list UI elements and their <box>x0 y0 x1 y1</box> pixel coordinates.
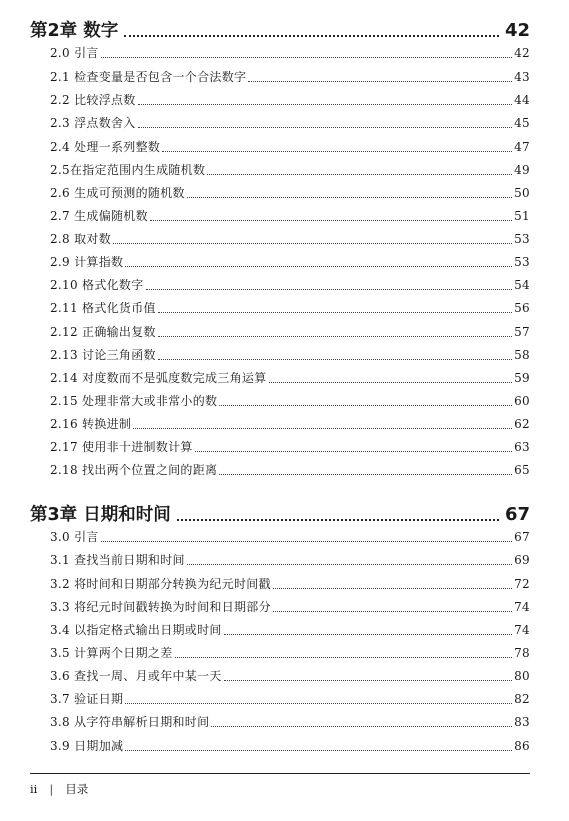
footer-separator: | <box>49 782 54 796</box>
toc-entry[interactable] <box>50 275 530 293</box>
dot-leader <box>175 657 513 658</box>
toc-entry[interactable] <box>50 43 530 61</box>
dot-leader <box>187 197 512 198</box>
dot-leader <box>224 634 512 635</box>
chapter-title: 第3章 日期和时间 <box>30 505 171 525</box>
toc-entry[interactable] <box>50 322 530 340</box>
dot-leader <box>219 474 512 475</box>
entry-title: 3.6 查找一周、月或年中某一天 <box>50 669 222 683</box>
entry-page: 82 <box>514 692 530 706</box>
entry-title: 2.0 引言 <box>50 46 99 60</box>
dot-leader <box>269 382 513 383</box>
dot-leader <box>158 336 512 337</box>
entry-title: 3.1 查找当前日期和时间 <box>50 553 185 567</box>
entry-title: 3.5 计算两个日期之差 <box>50 646 173 660</box>
dot-leader <box>195 451 512 452</box>
dot-leader <box>133 428 512 429</box>
toc-entry[interactable] <box>50 90 530 108</box>
dot-leader <box>158 359 512 360</box>
entry-page: 57 <box>514 325 530 339</box>
dot-leader <box>224 680 512 681</box>
entry-page: 43 <box>514 70 530 84</box>
entry-page: 53 <box>514 232 530 246</box>
entry-title: 2.16 转换进制 <box>50 417 132 431</box>
entry-title: 2.10 格式化数字 <box>50 278 144 292</box>
entry-page: 80 <box>514 669 530 683</box>
toc-entry[interactable] <box>50 345 530 363</box>
toc-entry[interactable] <box>50 252 530 270</box>
dot-leader <box>211 726 512 727</box>
entry-page: 51 <box>514 209 530 223</box>
entry-title: 2.2 比较浮点数 <box>50 93 136 107</box>
entry-page: 42 <box>514 46 530 60</box>
dot-leader <box>207 174 512 175</box>
dot-leader <box>125 750 512 751</box>
dot-leader <box>177 519 499 521</box>
entry-title: 3.4 以指定格式输出日期或时间 <box>50 623 222 637</box>
dot-leader <box>248 81 512 82</box>
entry-title: 3.3 将纪元时间戳转换为时间和日期部分 <box>50 600 271 614</box>
entry-page: 69 <box>514 553 530 567</box>
entry-title: 2.17 使用非十进制数计算 <box>50 440 193 454</box>
dot-leader <box>138 127 513 128</box>
dot-leader <box>219 405 512 406</box>
entry-page: 62 <box>514 417 530 431</box>
entry-title: 2.1 检查变量是否包含一个合法数字 <box>50 70 247 84</box>
entry-title: 2.15 处理非常大或非常小的数 <box>50 394 218 408</box>
dot-leader <box>146 289 513 290</box>
entry-title: 2.5在指定范围内生成随机数 <box>50 163 206 177</box>
entry-title: 3.0 引言 <box>50 530 99 544</box>
entry-page: 83 <box>514 715 530 729</box>
toc-entry[interactable] <box>50 620 530 638</box>
entry-page: 44 <box>514 93 530 107</box>
toc-entry[interactable] <box>50 414 530 432</box>
toc-entry[interactable] <box>50 550 530 568</box>
entry-title: 3.8 从字符串解析日期和时间 <box>50 715 210 729</box>
entry-page: 74 <box>514 600 530 614</box>
entry-title: 3.7 验证日期 <box>50 692 124 706</box>
dot-leader <box>162 151 512 152</box>
entry-page: 59 <box>514 371 530 385</box>
entry-page: 86 <box>514 739 530 753</box>
dot-leader <box>113 243 512 244</box>
footer-section-label: 目录 <box>65 782 89 796</box>
footer-rule <box>30 773 530 774</box>
dot-leader <box>187 564 512 565</box>
toc-entry[interactable] <box>50 736 530 754</box>
entry-title: 3.9 日期加减 <box>50 739 124 753</box>
dot-leader <box>101 541 512 542</box>
entry-page: 78 <box>514 646 530 660</box>
page-footer <box>30 780 88 798</box>
dot-leader <box>273 588 512 589</box>
entry-page: 47 <box>514 140 530 154</box>
entry-title: 2.12 正确输出复数 <box>50 325 156 339</box>
entry-page: 45 <box>514 116 530 130</box>
entry-title: 3.2 将时间和日期部分转换为纪元时间戳 <box>50 577 271 591</box>
toc-entry[interactable] <box>50 67 530 85</box>
toc-entry[interactable] <box>50 666 530 684</box>
toc-entry[interactable] <box>50 460 530 478</box>
dot-leader <box>124 35 499 37</box>
chapter-page: 67 <box>504 504 530 525</box>
toc-entry[interactable] <box>50 113 530 131</box>
toc-entry[interactable] <box>50 160 530 178</box>
toc-entry[interactable] <box>50 574 530 592</box>
toc-entry[interactable] <box>50 183 530 201</box>
entry-title: 2.18 找出两个位置之间的距离 <box>50 463 218 477</box>
entry-title: 2.3 浮点数舍入 <box>50 116 136 130</box>
toc-entry[interactable] <box>50 229 530 247</box>
toc-entry[interactable] <box>50 527 530 545</box>
entry-page: 56 <box>514 301 530 315</box>
entry-page: 74 <box>514 623 530 637</box>
toc-entry[interactable] <box>50 368 530 386</box>
dot-leader <box>138 104 513 105</box>
entry-title: 2.4 处理一系列整数 <box>50 140 161 154</box>
dot-leader <box>125 266 512 267</box>
entry-page: 63 <box>514 440 530 454</box>
dot-leader <box>125 703 512 704</box>
entry-title: 2.7 生成偏随机数 <box>50 209 148 223</box>
dot-leader <box>158 312 512 313</box>
footer-page-number: ii <box>30 782 38 796</box>
entry-page: 53 <box>514 255 530 269</box>
entry-page: 65 <box>514 463 530 477</box>
entry-title: 2.8 取对数 <box>50 232 111 246</box>
toc-entry[interactable] <box>50 298 530 316</box>
chapter-page: 42 <box>504 20 530 41</box>
entry-page: 58 <box>514 348 530 362</box>
dot-leader <box>273 611 512 612</box>
toc-entry[interactable] <box>50 689 530 707</box>
entry-title: 2.13 讨论三角函数 <box>50 348 156 362</box>
entry-page: 72 <box>514 577 530 591</box>
toc-entry[interactable] <box>50 712 530 730</box>
toc-entry[interactable] <box>50 206 530 224</box>
toc-chapter[interactable] <box>30 496 530 526</box>
toc-entry[interactable] <box>50 597 530 615</box>
dot-leader <box>150 220 512 221</box>
dot-leader <box>101 57 512 58</box>
entry-page: 54 <box>514 278 530 292</box>
toc-entry[interactable] <box>50 137 530 155</box>
toc-entry[interactable] <box>50 391 530 409</box>
entry-title: 2.9 计算指数 <box>50 255 124 269</box>
entry-page: 49 <box>514 163 530 177</box>
toc-entry[interactable] <box>50 437 530 455</box>
entry-title: 2.6 生成可预测的随机数 <box>50 186 185 200</box>
entry-page: 60 <box>514 394 530 408</box>
chapter-title: 第2章 数字 <box>30 21 119 41</box>
toc-chapter[interactable] <box>30 12 530 42</box>
entry-title: 2.11 格式化货币值 <box>50 301 156 315</box>
entry-page: 50 <box>514 186 530 200</box>
entry-page: 67 <box>514 530 530 544</box>
entry-title: 2.14 对度数而不是弧度数完成三角运算 <box>50 371 267 385</box>
toc-entry[interactable] <box>50 643 530 661</box>
